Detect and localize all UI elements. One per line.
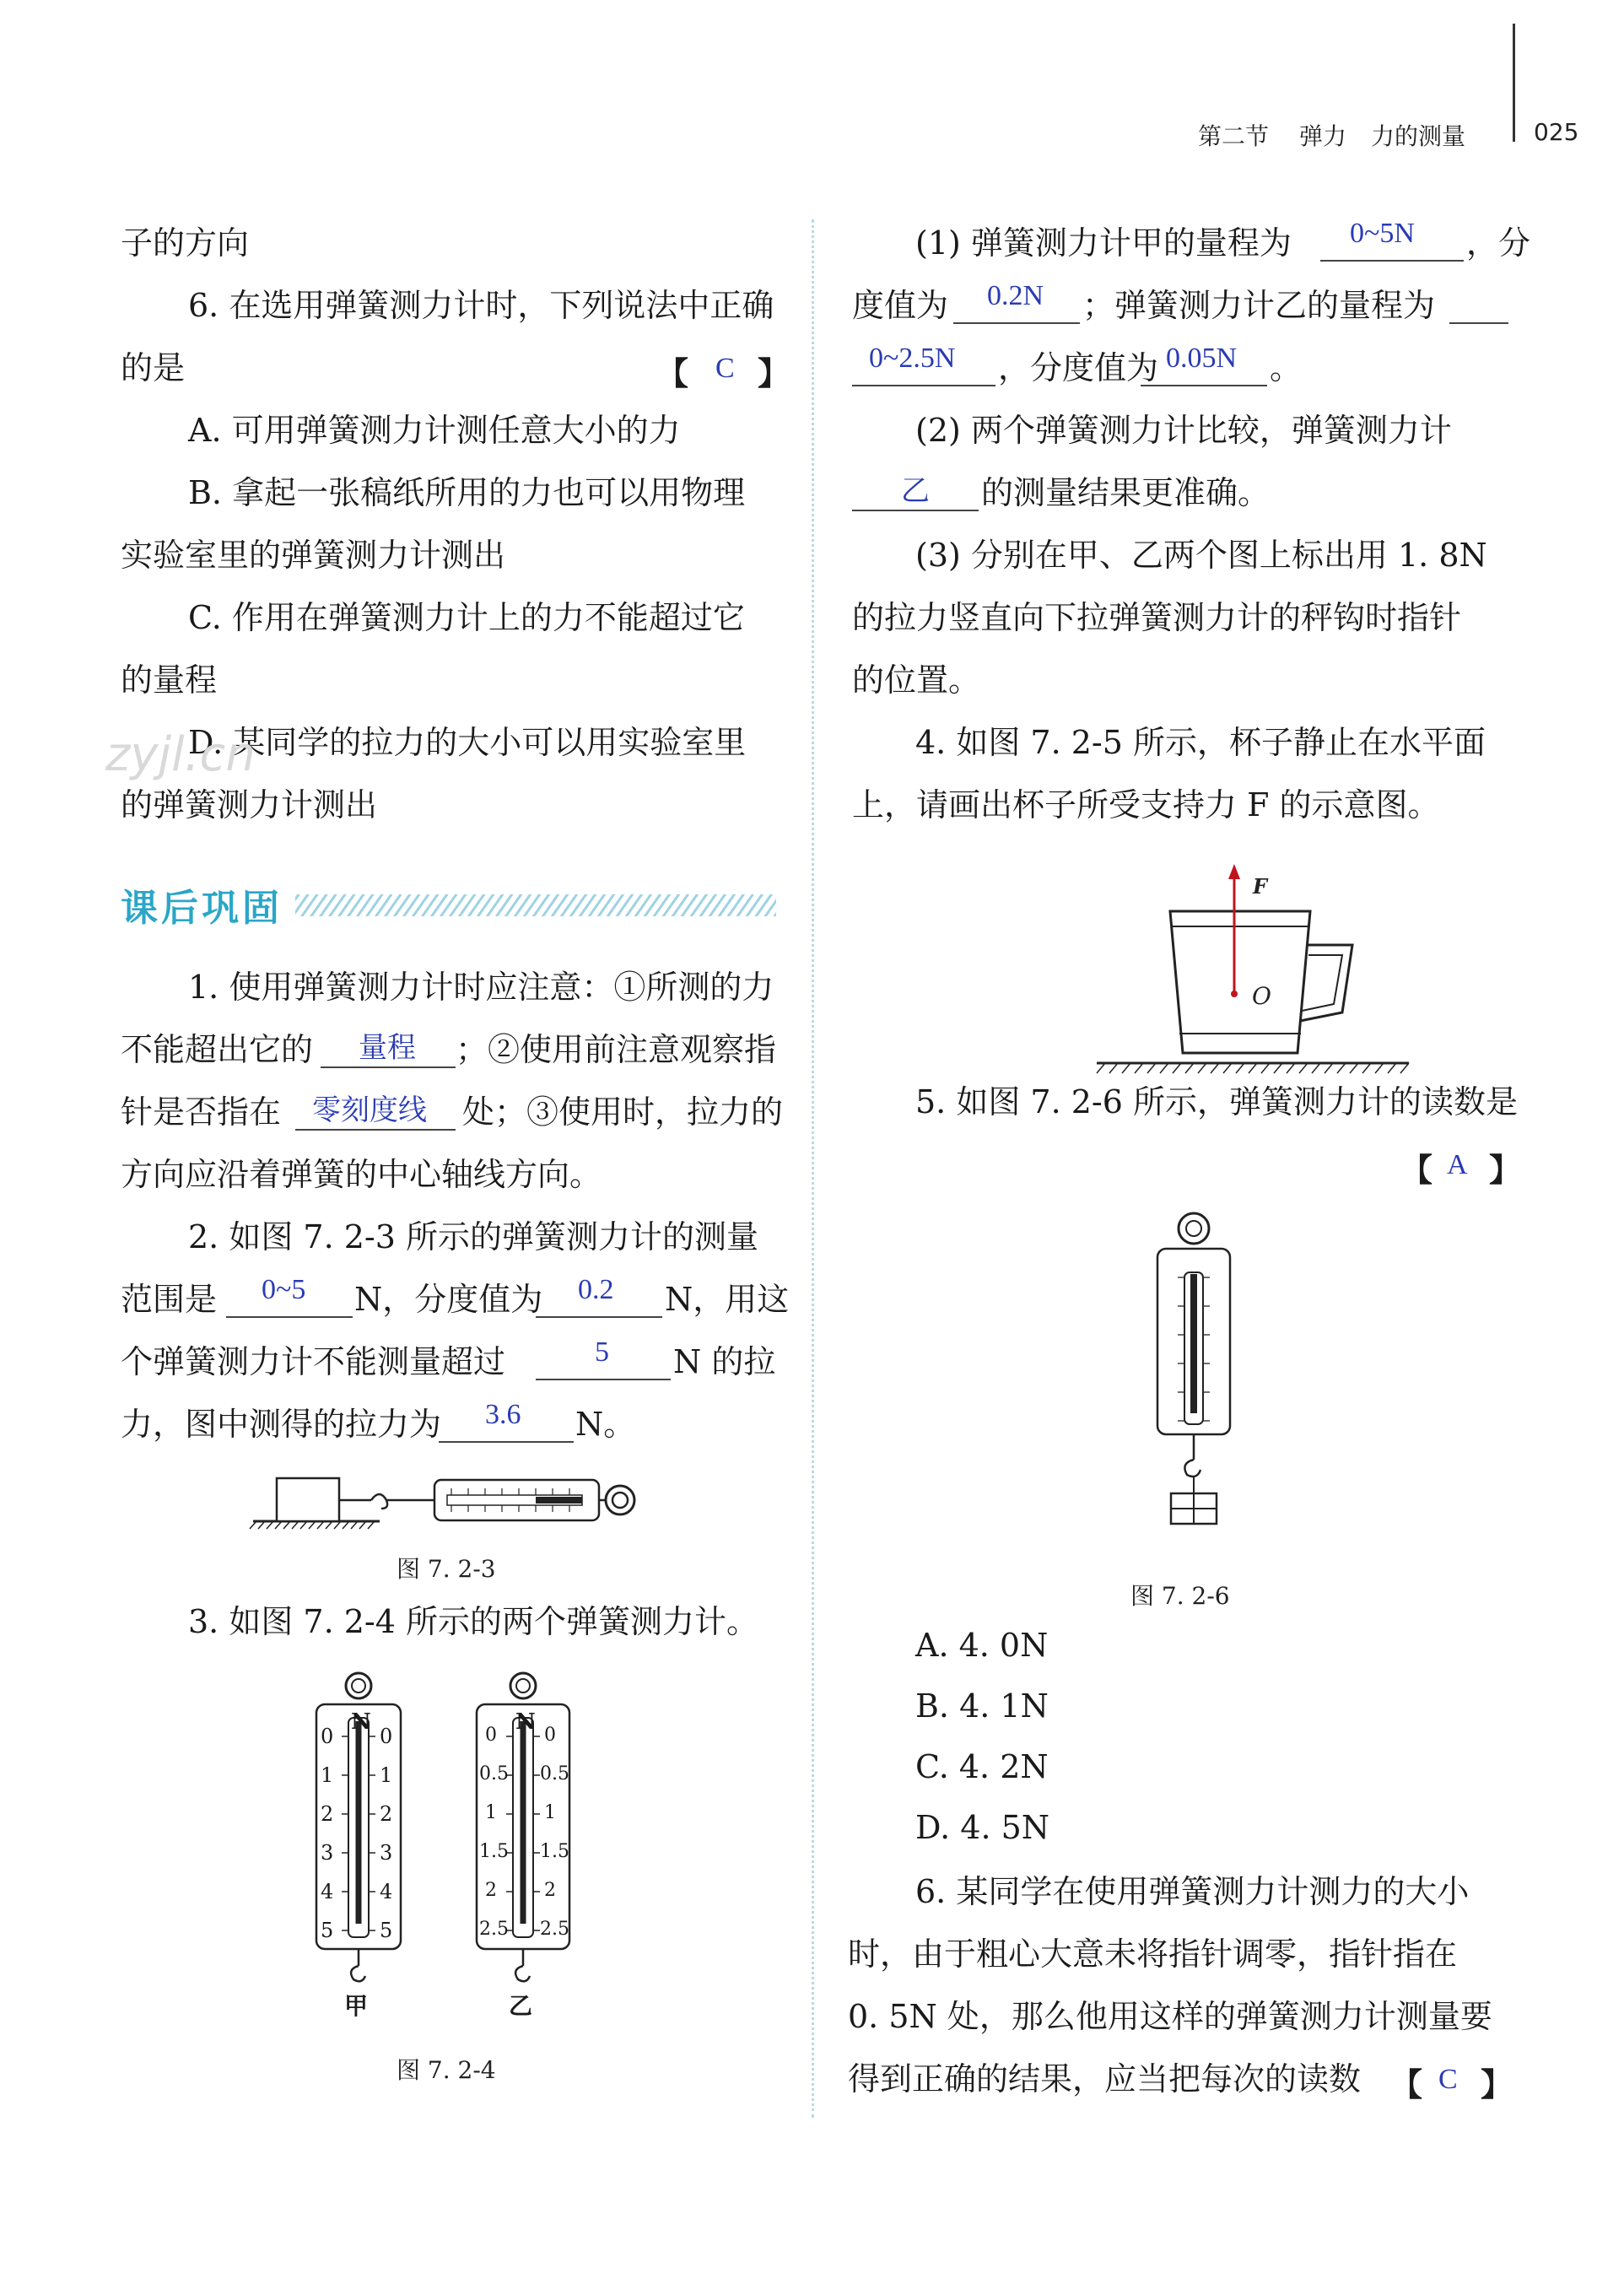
k2-blank1 (226, 1316, 353, 1318)
q1-line3c: 。 (1270, 349, 1303, 386)
fig4-yi-tick-2r: 1 (544, 1802, 556, 1823)
continuation-text: 子的方向 (121, 224, 250, 262)
q6-stem-line1: 6. 在选用弹簧测力计时，下列说法中正确 (188, 287, 774, 324)
q1-answer1: 0~5N (1350, 218, 1415, 249)
k1-line3b: 处；③使用时，拉力的 (462, 1093, 784, 1131)
k5-option-b: B. 4. 1N (915, 1687, 1049, 1725)
k6-line4: 得到正确的结果，应当把每次的读数 (848, 2060, 1362, 2098)
fig4-jia-tick-3: 3 (321, 1841, 334, 1865)
k2-line1: 2. 如图 7. 2-3 所示的弹簧测力计的测量 (188, 1218, 759, 1255)
figure-7-2-4-caption: 图 7. 2-4 (397, 2056, 496, 2084)
k2-blank3 (536, 1379, 671, 1380)
q6-option-b-line1: B. 拿起一张稿纸所用的力也可以用物理 (188, 474, 746, 511)
q1-blank2b (1449, 322, 1508, 324)
q6-answer-bracket-close: 】 (758, 354, 790, 392)
k2-answer4: 3.6 (485, 1399, 521, 1430)
k4-line2: 上，请画出杯子所受支持力 F 的示意图。 (852, 786, 1440, 823)
page-number: 025 (1534, 118, 1579, 146)
q6-option-a: A. 可用弹簧测力计测任意大小的力 (188, 412, 681, 449)
fig4-yi-tick-2: 1 (485, 1802, 497, 1823)
figure-7-2-3 (245, 1460, 658, 1536)
q1-blank3 (852, 385, 995, 386)
q1-line1b: ，分 (1466, 224, 1531, 262)
header-section: 第二节 (1198, 122, 1270, 150)
k2-answer1: 0~5 (262, 1274, 306, 1305)
q6-option-c-line2: 的量程 (121, 661, 218, 699)
k2-line4a: 力，图中测得的拉力为 (121, 1406, 442, 1443)
q1-blank2 (953, 322, 1080, 324)
q6-answer: C (715, 353, 735, 384)
fig4-jia-tick-2r: 2 (380, 1802, 393, 1826)
fig4-jia-tick-5: 5 (321, 1919, 334, 1942)
k2-blank2 (536, 1316, 662, 1318)
fig4-jia-tick-2: 2 (321, 1802, 334, 1826)
q1-blank1 (1320, 260, 1464, 262)
q3-line3: 的位置。 (852, 661, 981, 699)
figure-7-2-4-jia-label: 甲 (344, 1992, 369, 2020)
figure-7-2-4-yi-label: 乙 (509, 1992, 533, 2020)
k2-line3b: N 的拉 (673, 1343, 776, 1380)
k5-line1: 5. 如图 7. 2-6 所示，弹簧测力计的读数是 (915, 1083, 1519, 1120)
q2-line1: (2) 两个弹簧测力计比较，弹簧测力计 (915, 412, 1452, 449)
k1-blank1 (321, 1066, 456, 1068)
k2-blank4 (439, 1441, 574, 1443)
fig4-jia-tick-0: 0 (321, 1725, 334, 1748)
q1-line2b: ；弹簧测力计乙的量程为 (1082, 287, 1436, 324)
fig4-yi-tick-0: 0 (485, 1725, 497, 1746)
q1-blank4 (1141, 385, 1267, 386)
q6-stem-line2: 的是 (121, 349, 186, 386)
fig4-jia-tick-1: 1 (321, 1763, 334, 1787)
k1-line4: 方向应沿着弹簧的中心轴线方向。 (121, 1156, 602, 1193)
fig4-yi-tick-0r: 0 (544, 1725, 556, 1746)
fig4-yi-tick-4r: 2 (544, 1880, 556, 1901)
k2-answer2: 0.2 (578, 1274, 614, 1305)
k1-line3a: 针是否指在 (121, 1093, 282, 1131)
section-title: 课后巩固 (121, 887, 283, 930)
k2-line2c: N，用这 (665, 1281, 790, 1318)
q6-option-d-line2: 的弹簧测力计测出 (121, 786, 378, 823)
figure-7-2-4-yi-n: N (515, 1709, 536, 1735)
fig4-yi-tick-1r: 0.5 (540, 1763, 569, 1784)
q2-answer: 乙 (901, 476, 930, 507)
k5-answer-bracket-close: 】 (1489, 1151, 1522, 1189)
k1-answer2: 零刻度线 (312, 1095, 427, 1126)
k2-line4b: N。 (575, 1406, 636, 1443)
q1-line3b: ，分度值为 (998, 349, 1159, 386)
q2-blank (852, 510, 979, 511)
k5-option-c: C. 4. 2N (915, 1748, 1049, 1785)
k1-line2a: 不能超出它的 (121, 1031, 314, 1068)
k1-line1: 1. 使用弹簧测力计时应注意：①所测的力 (188, 969, 774, 1006)
q6-answer-bracket: 【 (656, 354, 689, 392)
header-vertical-rule (1513, 24, 1515, 142)
q1-line2a: 度值为 (852, 287, 949, 324)
figure-7-2-6 (1147, 1207, 1240, 1544)
k1-line2b: ；②使用前注意观察指 (456, 1031, 777, 1068)
q3-line2: 的拉力竖直向下拉弹簧测力计的秤钩时指针 (852, 599, 1462, 636)
figure-7-2-4-jia-n: N (351, 1709, 371, 1735)
fig4-jia-tick-3r: 3 (380, 1841, 393, 1865)
k5-answer: A (1447, 1149, 1468, 1180)
fig4-yi-tick-3r: 1.5 (540, 1841, 569, 1862)
k2-line2b: N，分度值为 (354, 1281, 543, 1318)
k1-answer1: 量程 (359, 1033, 416, 1064)
figure-7-2-3-caption: 图 7. 2-3 (397, 1555, 496, 1583)
q1-answer3: 0~2.5N (869, 343, 956, 374)
k2-line3a: 个弹簧测力计不能测量超过 (121, 1343, 506, 1380)
section-title-hatch (295, 894, 776, 916)
fig4-yi-tick-5r: 2.5 (540, 1919, 569, 1940)
header-title2: 力的测量 (1371, 122, 1466, 150)
q1-line1a: (1) 弹簧测力计甲的量程为 (915, 224, 1292, 262)
q3-line1: (3) 分别在甲、乙两个图上标出用 1. 8N (915, 537, 1487, 574)
fig4-jia-tick-4r: 4 (380, 1880, 393, 1903)
figure-7-2-6-caption: 图 7. 2-6 (1130, 1582, 1230, 1610)
header-title1: 弹力 (1299, 122, 1347, 150)
figure-7-2-5-origin-label: O (1252, 982, 1271, 1010)
k6-line3: 0. 5N 处，那么他用这样的弹簧测力计测量要 (848, 1998, 1492, 2035)
fig4-jia-tick-4: 4 (321, 1880, 334, 1903)
fig4-jia-tick-1r: 1 (380, 1763, 393, 1787)
k6-line2: 时，由于粗心大意未将指针调零，指针指在 (848, 1936, 1458, 1973)
k4-line1: 4. 如图 7. 2-5 所示，杯子静止在水平面 (915, 724, 1486, 761)
fig4-jia-tick-5r: 5 (380, 1919, 393, 1942)
fig4-jia-tick-0r: 0 (380, 1725, 393, 1748)
watermark: zyjl.cn (105, 727, 256, 782)
k5-answer-bracket: 【 (1400, 1151, 1433, 1189)
k6-line1: 6. 某同学在使用弹簧测力计测力的大小 (915, 1873, 1470, 1910)
k6-answer: C (1438, 2064, 1458, 2095)
k5-option-a: A. 4. 0N (915, 1627, 1049, 1664)
figure-7-2-5-force-label: F (1253, 874, 1268, 899)
fig4-yi-tick-5: 2.5 (479, 1919, 509, 1940)
k3-line1: 3. 如图 7. 2-4 所示的两个弹簧测力计。 (188, 1603, 759, 1640)
q6-option-b-line2: 实验室里的弹簧测力计测出 (121, 537, 506, 574)
fig4-yi-tick-4: 2 (485, 1880, 497, 1901)
column-divider (812, 219, 814, 2118)
k2-line2a: 范围是 (121, 1281, 218, 1318)
fig4-yi-tick-3: 1.5 (479, 1841, 509, 1862)
q6-option-c-line1: C. 作用在弹簧测力计上的力不能超过它 (188, 599, 745, 636)
k6-answer-bracket-close: 】 (1481, 2065, 1513, 2103)
k2-answer3: 5 (595, 1336, 609, 1368)
q6-option-d-line1: D. 某同学的拉力的大小可以用实验室里 (188, 724, 747, 761)
q1-answer2: 0.2N (987, 280, 1044, 311)
k1-blank2 (295, 1129, 456, 1131)
q2-line2: 的测量结果更准确。 (981, 474, 1271, 511)
k6-answer-bracket: 【 (1390, 2065, 1423, 2103)
fig4-yi-tick-1: 0.5 (479, 1763, 509, 1784)
q1-answer4: 0.05N (1166, 343, 1238, 374)
k5-option-d: D. 4. 5N (915, 1809, 1050, 1846)
